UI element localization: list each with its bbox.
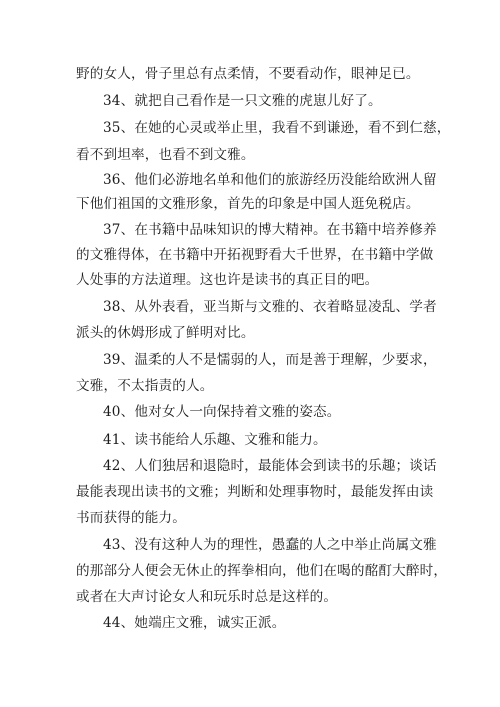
text-line: 的那部分人便会无休止的挥拳相向，他们在喝的酩酊大醉时， xyxy=(76,563,448,579)
text-line: 37、在书籍中品味知识的博大精神。在书籍中培养修养 xyxy=(103,222,437,238)
text-line: 或者在大声讨论女人和玩乐时总是这样的。 xyxy=(76,589,338,605)
text-line: 34、就把自己看作是一只文雅的虎崽儿好了。 xyxy=(103,93,382,109)
text-line: 38、从外表看，亚当斯与文雅的、衣着略显凌乱、学者 xyxy=(103,299,437,315)
text-line: 41、读书能给人乐趣、文雅和能力。 xyxy=(103,432,327,448)
text-line: 派头的休姆形成了鲜明对比。 xyxy=(76,325,255,341)
text-line: 书而获得的能力。 xyxy=(76,510,186,526)
text-line: 43、没有这种人为的理性，愚蠢的人之中举止尚属文雅 xyxy=(103,537,437,553)
text-line: 野的女人，骨子里总有点柔情，不要看动作，眼神足已。 xyxy=(76,66,420,82)
text-line: 36、他们必游地名单和他们的旅游经历没能给欧洲人留 xyxy=(103,172,437,188)
text-line: 文雅，不太指责的人。 xyxy=(76,378,214,394)
text-line: 下他们祖国的文雅形象，首先的印象是中国人逛免税店。 xyxy=(76,196,420,212)
text-line: 42、人们独居和退隐时，最能体会到读书的乐趣；谈话 xyxy=(103,458,437,474)
text-line: 40、他对女人一向保持着文雅的姿态。 xyxy=(103,404,341,420)
text-line: 人处事的方法道理。这也许是读书的真正目的吧。 xyxy=(76,272,379,288)
text-line: 44、她端庄文雅，诚实正派。 xyxy=(103,615,286,631)
text-line: 的文雅得体，在书籍中开拓视野看大千世界，在书籍中学做 xyxy=(76,247,434,263)
text-line: 35、在她的心灵或举止里，我看不到谦逊，看不到仁慈， xyxy=(103,120,451,136)
text-line: 最能表现出读书的文雅；判断和处理事物时，最能发挥由读 xyxy=(76,484,434,500)
text-line: 39、温柔的人不是懦弱的人，而是善于理解，少要求， xyxy=(103,352,437,368)
text-line: 看不到坦率，也看不到文雅。 xyxy=(76,147,255,163)
